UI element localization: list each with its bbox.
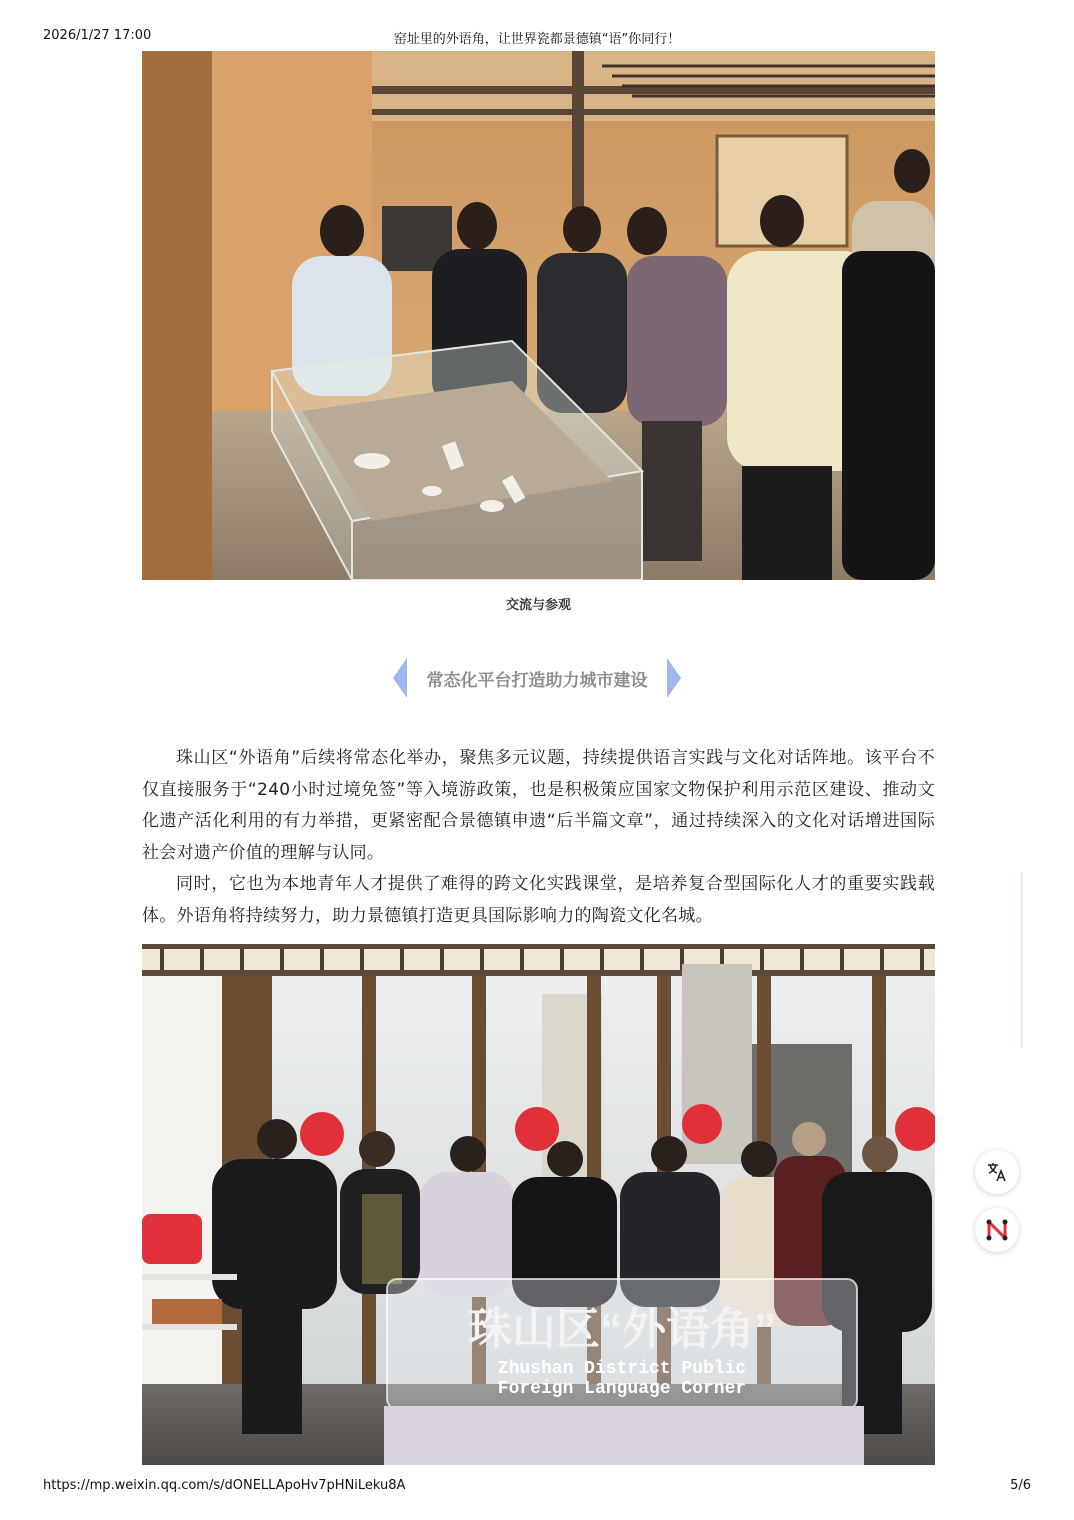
section-heading-text: 常态化平台打造助力城市建设 [426,671,648,691]
sign-english-line-1: Zhushan District Public [497,1359,747,1379]
group-photo-illustration [142,944,935,1465]
triangle-right-icon [667,658,681,698]
translate-button[interactable] [975,1150,1019,1194]
page-number: 5/6 [1010,1478,1031,1493]
article-paragraph: 珠山区“外语角”后续将常态化举办，聚焦多元议题，持续提供语言实践与文化对话阵地。该平台不仅直接服务于“240小时过境免签”等入境游政策，也是积极策应国家文物保护利用示范区建设、推动文化遗产活化利用的有力举措，更紧密配合景德镇申遗“后半篇文章”，通过持续深入的文化对话增进国际社会对遗产价值的理解与认同。 [142,748,935,863]
section-heading [0,654,1074,700]
ai-assistant-button[interactable] [975,1208,1019,1252]
sign-english-line-2: Foreign Language Corner [497,1379,747,1399]
group-photo [142,944,935,1465]
translate-icon [986,1161,1008,1183]
ai-assistant-icon [984,1217,1010,1243]
side-panel-edge [1021,872,1023,1048]
exhibition-photo [142,51,935,580]
photo-caption: 交流与参观 [505,598,571,613]
print-header [0,28,1074,46]
article-body [142,743,935,932]
print-datetime: 2026/1/27 17:00 [43,28,152,43]
sign-chinese-text: 珠山区“外语角” [468,1305,776,1354]
exhibition-photo-illustration [142,51,935,580]
print-page-title: 窑址里的外语角，让世界瓷都景德镇“语”你同行！ [393,32,681,47]
page-url: https://mp.weixin.qq.com/s/dONELLApoHv7pHNiLeku8A [43,1478,406,1493]
triangle-left-icon [393,658,407,698]
article-paragraph: 同时，它也为本地青年人才提供了难得的跨文化实践课堂，是培养复合型国际化人才的重要实践载体。外语角将持续努力，助力景德镇打造更具国际影响力的陶瓷文化名城。 [142,874,935,926]
